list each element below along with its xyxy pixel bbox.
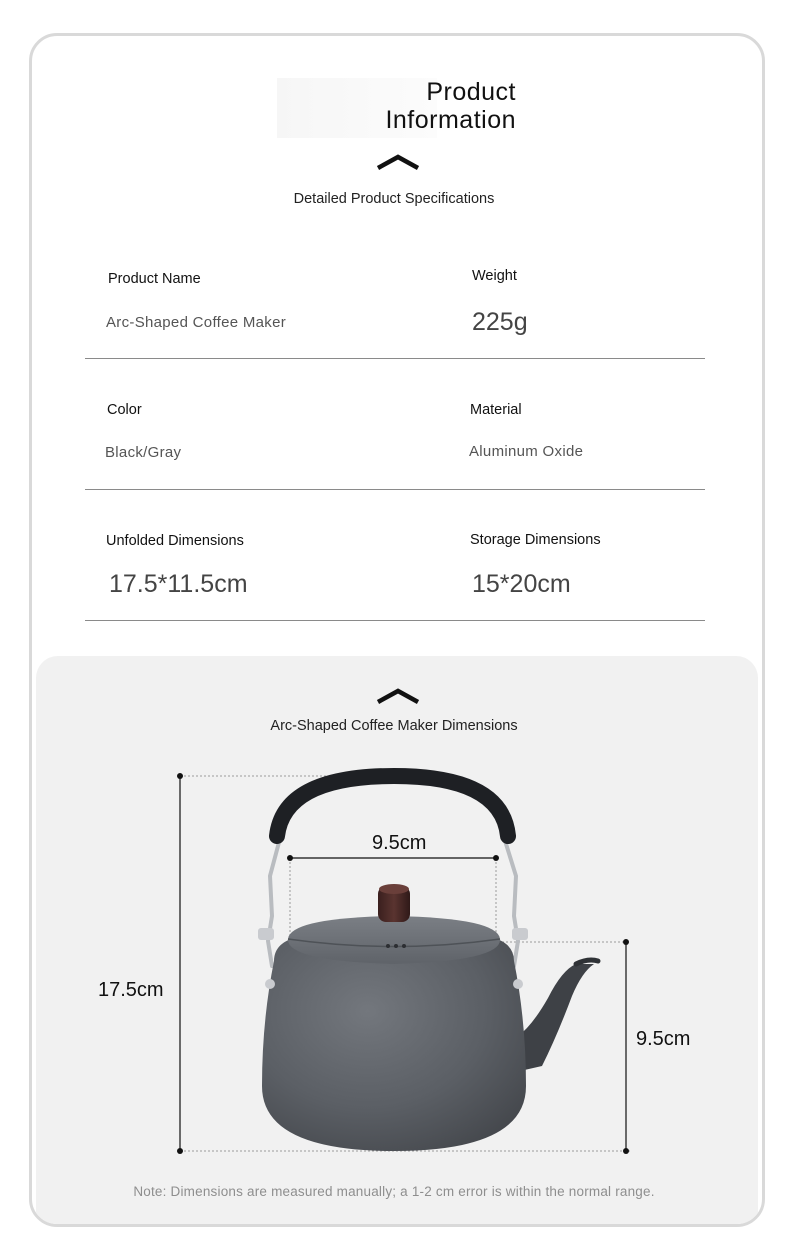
spec-label-product-name: Product Name bbox=[108, 271, 201, 287]
spec-value-material: Aluminum Oxide bbox=[469, 443, 584, 460]
dimensions-note: Note: Dimensions are measured manually; a 1-2 cm error is within the normal range. bbox=[133, 1184, 655, 1199]
product-info-card bbox=[29, 33, 765, 1227]
spec-value-weight: 225g bbox=[472, 308, 528, 336]
body-height-dimension-label: 9.5cm bbox=[636, 1028, 691, 1050]
spec-label-material: Material bbox=[470, 402, 522, 418]
spec-value-storage-dimensions: 15*20cm bbox=[472, 570, 571, 598]
spec-value-unfolded-dimensions: 17.5*11.5cm bbox=[109, 570, 248, 598]
spec-value-product-name: Arc-Shaped Coffee Maker bbox=[106, 314, 287, 331]
page-title-line2: Information bbox=[385, 106, 516, 134]
spec-label-color: Color bbox=[107, 402, 142, 418]
width-dimension-label: 9.5cm bbox=[372, 832, 427, 854]
height-dimension-label: 17.5cm bbox=[98, 979, 164, 1001]
dimensions-title: Arc-Shaped Coffee Maker Dimensions bbox=[270, 718, 518, 734]
specs-subtitle: Detailed Product Specifications bbox=[293, 191, 495, 207]
spec-value-color: Black/Gray bbox=[105, 444, 182, 461]
page-title-line1: Product bbox=[426, 78, 516, 106]
spec-label-storage-dimensions: Storage Dimensions bbox=[470, 532, 601, 548]
spec-label-unfolded-dimensions: Unfolded Dimensions bbox=[106, 533, 244, 549]
spec-label-weight: Weight bbox=[472, 268, 517, 284]
